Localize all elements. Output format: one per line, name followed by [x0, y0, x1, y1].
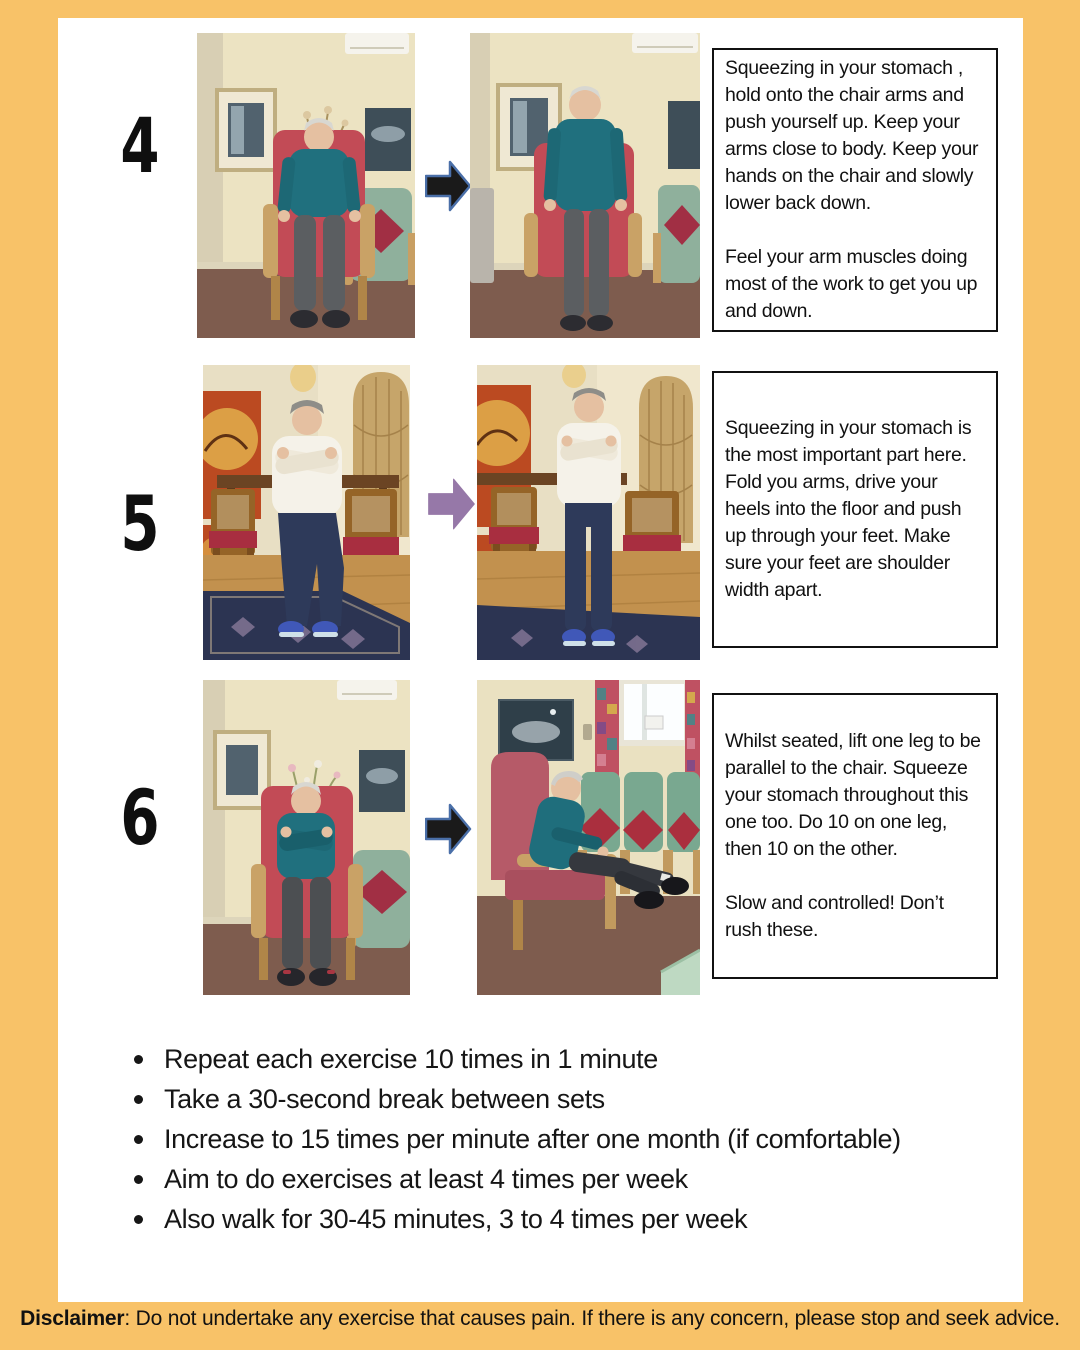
photo-man-seated-arms-crossed: [203, 680, 410, 995]
disclaimer-text: : Do not undertake any exercise that causes pain. If there is any concern, please stop and seek advice.: [124, 1307, 1060, 1330]
wall-picture: [217, 90, 275, 170]
instruction-box-exercise-6: [712, 693, 998, 979]
exercise-number-4: 4: [120, 101, 160, 190]
content-area: [58, 18, 1023, 1302]
curtain: [595, 680, 619, 780]
photo-woman-standing-arms-folded: [477, 365, 700, 660]
instruction-box-exercise-4: [712, 48, 998, 332]
instruction-paragraph: Whilst seated, lift one leg to be parallel to the chair. Squeeze your stomach throughout this one too. Do 10 on one leg, then 10 on the other.: [725, 730, 981, 860]
instruction-paragraph: Feel your arm muscles doing most of the work to get you up and down.: [725, 246, 978, 322]
guideline-item: Take a 30-second break between sets: [130, 1079, 1015, 1119]
photo-illustration: [203, 365, 410, 660]
photo-man-standing-in-front-of-chair: [470, 33, 700, 338]
photo-illustration: [197, 33, 415, 338]
guideline-item: Aim to do exercises at least 4 times per week: [130, 1159, 1015, 1199]
photo-woman-seated-arms-folded: [203, 365, 410, 660]
photo-man-seated-in-red-chair: [197, 33, 415, 338]
photo-illustration: [477, 680, 700, 995]
window: [619, 680, 689, 746]
exercise-number-6: 6: [120, 773, 160, 862]
photo-illustration: [203, 680, 410, 995]
guideline-item: Also walk for 30-45 minutes, 3 to 4 times per week: [130, 1199, 1015, 1239]
wall-picture: [215, 732, 269, 808]
instruction-paragraph: Squeezing in your stomach , hold onto the chair arms and push yourself up. Keep your arms close to body. Keep your hands on the chair and slowly lower back down.: [725, 57, 979, 214]
right-arrow-icon: [425, 159, 472, 213]
disclaimer: [0, 1307, 1080, 1331]
disclaimer-label: Disclaimer: [20, 1307, 125, 1330]
exercise-guidelines-list: [130, 1039, 1015, 1239]
guideline-item: Increase to 15 times per minute after one month (if comfortable): [130, 1119, 1015, 1159]
green-chair: [653, 185, 700, 283]
photo-man-seated-leg-extended: [477, 680, 700, 995]
instruction-paragraph: Squeezing in your stomach is the most important part here. Fold you arms, drive your heels into the floor and push up through your feet. Make sure your feet are shoulder width apart.: [725, 417, 972, 601]
photo-illustration: [470, 33, 700, 338]
instruction-paragraph: Slow and controlled! Don’t rush these.: [725, 892, 944, 941]
guideline-item: Repeat each exercise 10 times in 1 minute: [130, 1039, 1015, 1079]
instruction-box-exercise-5: [712, 371, 998, 648]
photo-illustration: [477, 365, 700, 660]
wall-picture: [499, 700, 573, 760]
curtain: [685, 680, 700, 780]
right-arrow-icon: [426, 476, 478, 532]
right-arrow-icon: [425, 802, 472, 856]
exercise-number-5: 5: [120, 479, 160, 568]
